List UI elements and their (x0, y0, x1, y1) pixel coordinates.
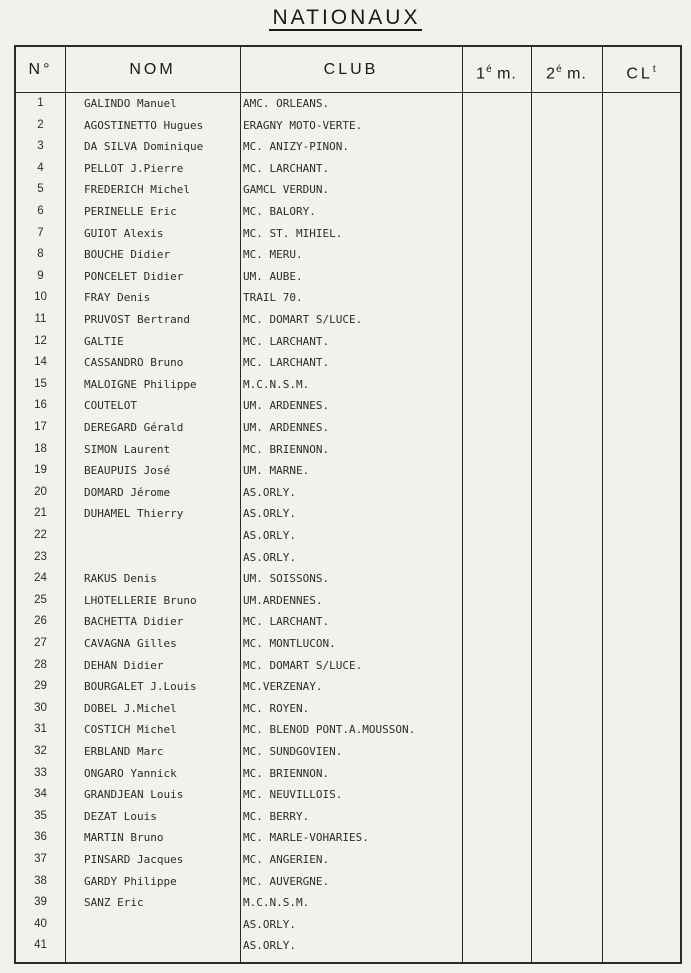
table-row (16, 568, 680, 590)
club-name: GAMCL VERDUN. (243, 183, 330, 197)
row-number: 19 (34, 464, 47, 477)
rider-name: PRUVOST Bertrand (84, 313, 190, 326)
table-row (16, 935, 680, 957)
table-row (16, 93, 680, 115)
club-name: MC. NEUVILLOIS. (243, 788, 343, 802)
club-name: MC. MONTLUCON. (243, 637, 336, 650)
club-name: AS.ORLY. (243, 917, 296, 931)
club-name: UM. ARDENNES. (243, 399, 330, 413)
table-row (16, 439, 680, 461)
club-name: MC. BRIENNON. (243, 442, 330, 456)
row-number: 29 (34, 680, 47, 693)
rider-name: DUHAMEL Thierry (84, 507, 184, 521)
club-name: MC. LARCHANT. (243, 161, 330, 175)
table-row (16, 763, 680, 785)
row-number: 12 (34, 334, 47, 347)
club-name: MC. LARCHANT. (243, 615, 330, 629)
club-name: UM. AUBE. (243, 269, 303, 283)
club-name: AS.ORLY. (243, 485, 296, 499)
club-name: MC. DOMART S/LUCE. (243, 658, 363, 672)
row-number: 23 (34, 550, 47, 563)
club-name: MC. BERRY. (243, 809, 310, 823)
row-number: 39 (34, 896, 47, 909)
row-number: 2 (37, 118, 44, 131)
rider-name: SIMON Laurent (84, 442, 171, 456)
row-number: 24 (34, 572, 47, 585)
table-row (16, 784, 680, 806)
rider-name: FRAY Denis (84, 291, 151, 305)
table-row (16, 698, 680, 720)
table-row (16, 741, 680, 763)
row-number: 7 (37, 226, 44, 239)
club-name: MC. BLENOD PONT.A.MOUSSON. (243, 723, 416, 737)
row-number: 34 (34, 788, 47, 801)
table-row (16, 460, 680, 482)
rider-name: COSTICH Michel (84, 723, 177, 737)
table-row (16, 655, 680, 677)
table-row (16, 547, 680, 569)
rider-name: GRANDJEAN Louis (84, 788, 184, 802)
header-num: N° (28, 61, 53, 78)
row-number: 36 (34, 831, 47, 844)
table-row (16, 395, 680, 417)
rider-name: GARDY Philippe (84, 874, 177, 888)
results-table (14, 45, 682, 964)
table-row (16, 417, 680, 439)
table-row (16, 633, 680, 655)
row-number: 33 (34, 766, 47, 779)
row-number: 3 (37, 140, 44, 153)
table-row (16, 590, 680, 612)
club-name: TRAIL 70. (243, 291, 303, 305)
row-number: 10 (34, 291, 47, 304)
club-name: MC. ANIZY-PINON. (243, 140, 349, 154)
rider-name: AGOSTINETTO Hugues (84, 118, 204, 132)
club-name: MC. BALORY. (243, 205, 316, 218)
row-number: 32 (34, 745, 47, 757)
rider-name: PINSARD Jacques (84, 853, 184, 866)
rider-name: MALOIGNE Philippe (84, 377, 197, 391)
club-name: UM. MARNE. (243, 464, 310, 478)
table-row (16, 827, 680, 849)
rider-name: CASSANDRO Bruno (84, 356, 184, 370)
rider-name: BACHETTA Didier (84, 615, 184, 629)
header-classement: $CL^t$ (626, 64, 656, 83)
table-row (16, 352, 680, 374)
row-number: 38 (34, 874, 47, 887)
row-number: 22 (34, 529, 47, 541)
rider-name: SANZ Eric (84, 896, 144, 910)
table-row (16, 806, 680, 828)
rider-name: DEHAN Didier (84, 658, 164, 672)
row-number: 28 (34, 658, 47, 671)
rider-name: PONCELET Didier (84, 269, 184, 283)
table-row (16, 892, 680, 914)
table-row (16, 676, 680, 698)
table-row (16, 871, 680, 893)
row-number: 6 (37, 205, 44, 217)
club-name: MC. LARCHANT. (243, 334, 330, 348)
table-row (16, 503, 680, 525)
rider-name: DA SILVA Dominique (84, 140, 204, 154)
rider-name: CAVAGNA Gilles (84, 637, 177, 650)
table-row (16, 201, 680, 223)
row-number: 26 (34, 615, 47, 628)
row-number: 8 (37, 248, 44, 261)
rider-name: DEZAT Louis (84, 809, 157, 823)
club-name: MC. BRIENNON. (243, 766, 330, 780)
club-name: MC. MERU. (243, 248, 303, 262)
row-number: 18 (34, 442, 47, 455)
club-name: MC. LARCHANT. (243, 356, 330, 370)
rider-name: PERINELLE Eric (84, 205, 177, 218)
row-number: 21 (34, 507, 47, 520)
row-number: 41 (34, 939, 47, 952)
row-number: 11 (34, 313, 47, 325)
header-manche-2: $2^é$ m. (546, 64, 587, 83)
club-name: MC. AUVERGNE. (243, 874, 330, 888)
row-number: 40 (34, 917, 47, 930)
club-name: AS.ORLY. (243, 550, 296, 564)
table-row (16, 244, 680, 266)
rider-name: GUIOT Alexis (84, 226, 164, 240)
rider-name: COUTELOT (84, 399, 137, 413)
table-row (16, 914, 680, 936)
page-title: NATIONAUX (0, 6, 691, 30)
club-name: UM.ARDENNES. (243, 593, 323, 607)
club-name: MC. ST. MIHIEL. (243, 226, 343, 240)
row-number: 35 (34, 809, 47, 822)
club-name: MC. ANGERIEN. (243, 853, 330, 866)
club-name: AMC. ORLEANS. (243, 97, 330, 110)
rider-name: BEAUPUIS José (84, 464, 171, 478)
rider-name: FREDERICH Michel (84, 183, 190, 197)
rider-name: BOUCHE Didier (84, 248, 171, 262)
row-number: 16 (34, 399, 47, 412)
club-name: AS.ORLY. (243, 507, 296, 521)
rider-name: RAKUS Denis (84, 572, 157, 586)
row-number: 4 (37, 161, 44, 174)
club-name: MC. SUNDGOVIEN. (243, 745, 343, 758)
rider-name: BOURGALET J.Louis (84, 680, 197, 694)
club-name: MC.VERZENAY. (243, 680, 323, 694)
rider-name: ERBLAND Marc (84, 745, 164, 758)
club-name: UM. ARDENNES. (243, 421, 330, 434)
rider-name: MARTIN Bruno (84, 831, 164, 845)
club-name: AS.ORLY. (243, 529, 296, 542)
club-name: ERAGNY MOTO-VERTE. (243, 118, 363, 132)
club-name: M.C.N.S.M. (243, 896, 310, 910)
table-row (16, 482, 680, 504)
rider-name: PELLOT J.Pierre (84, 161, 184, 175)
table-row (16, 719, 680, 741)
table-row (16, 849, 680, 871)
rider-name: GALTIE (84, 334, 124, 348)
row-number: 27 (34, 637, 47, 649)
row-number: 5 (37, 183, 44, 196)
row-number: 17 (34, 421, 47, 433)
table-row (16, 266, 680, 288)
row-number: 1 (37, 97, 44, 109)
header-manche-1: $1^é$ m. (476, 64, 517, 83)
table-row (16, 179, 680, 201)
rider-name: DOBEL J.Michel (84, 701, 177, 715)
rider-name: ONGARO Yannick (84, 766, 177, 780)
table-row (16, 287, 680, 309)
row-number: 37 (34, 853, 47, 865)
club-name: AS.ORLY. (243, 939, 296, 953)
rider-name: DOMARD Jérome (84, 485, 171, 499)
table-row (16, 611, 680, 633)
club-name: MC. DOMART S/LUCE. (243, 313, 363, 326)
table-row (16, 309, 680, 331)
row-number: 30 (34, 701, 47, 714)
rider-name: GALINDO Manuel (84, 97, 177, 110)
rider-name: DEREGARD Gérald (84, 421, 184, 434)
club-name: UM. SOISSONS. (243, 572, 330, 586)
row-number: 14 (34, 356, 47, 369)
row-number: 25 (34, 593, 47, 606)
club-name: MC. MARLE-VOHARIES. (243, 831, 369, 845)
club-name: MC. ROYEN. (243, 701, 310, 715)
row-number: 20 (34, 485, 47, 498)
table-row (16, 115, 680, 137)
table-row (16, 331, 680, 353)
table-row (16, 158, 680, 180)
table-row (16, 525, 680, 547)
club-name: M.C.N.S.M. (243, 377, 310, 391)
table-row (16, 223, 680, 245)
table-row (16, 374, 680, 396)
row-number: 9 (37, 269, 44, 282)
header-club: CLUB (323, 61, 379, 78)
row-number: 31 (34, 723, 47, 736)
rider-name: LHOTELLERIE Bruno (84, 593, 197, 607)
header-name: NOM (129, 61, 176, 78)
table-row (16, 136, 680, 158)
row-number: 15 (34, 377, 47, 390)
